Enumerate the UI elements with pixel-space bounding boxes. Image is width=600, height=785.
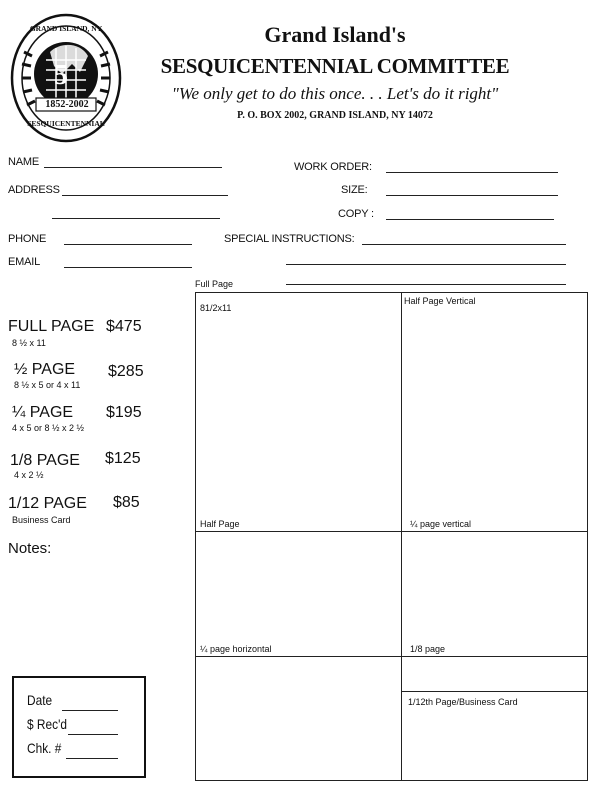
email-label: EMAIL <box>8 256 41 268</box>
eighth-page-label: 1/8 page <box>410 644 446 654</box>
layout-grid-heading: Full Page <box>195 279 234 289</box>
grid-vertical-divider <box>401 293 402 780</box>
special-instructions-field[interactable] <box>362 244 566 245</box>
half-page-vertical-label: Half Page Vertical <box>404 296 476 306</box>
name-label: NAME <box>8 156 39 168</box>
work-order-label: WORK ORDER: <box>294 161 372 173</box>
recd-label: $ Rec'd <box>27 716 67 732</box>
special-instructions-field-line-3[interactable] <box>286 284 566 285</box>
price-name-full-page: FULL PAGE <box>8 318 95 335</box>
recd-field[interactable] <box>68 734 118 735</box>
grid-divider-twelfth <box>401 691 587 692</box>
price-twelfth-page: $85 <box>113 494 140 511</box>
email-field[interactable] <box>64 267 192 268</box>
price-name-twelfth-page: 1/12 PAGE <box>8 495 87 512</box>
svg-text:5: 5 <box>54 60 68 91</box>
half-page-label: Half Page <box>200 519 240 529</box>
dims-half-page: 8 ½ x 5 or 4 x 11 <box>14 380 81 390</box>
committee-seal-logo <box>10 12 122 144</box>
tagline: "We only get to do this once. . . Let's do it right" <box>171 84 499 103</box>
mailing-address: P. O. BOX 2002, GRAND ISLAND, NY 14072 <box>237 110 433 121</box>
size-label: SIZE: <box>341 184 368 196</box>
work-order-field[interactable] <box>386 172 558 173</box>
seal-years: 1852-2002 <box>45 99 89 110</box>
seal-text-top: GRAND ISLAND, NY <box>29 24 103 33</box>
seal-text-bottom: SESQUICENTENNIAL <box>27 119 105 128</box>
grid-divider-half <box>196 531 587 532</box>
size-field[interactable] <box>386 195 558 196</box>
address-field[interactable] <box>62 195 228 196</box>
date-field[interactable] <box>62 710 118 711</box>
payment-received-box <box>12 676 146 778</box>
dims-twelfth-page: Business Card <box>12 515 71 525</box>
dims-eighth-page: 4 x 2 ½ <box>14 470 44 480</box>
quarter-page-vertical-label: ¼ page vertical <box>410 519 472 529</box>
title-line-1: Grand Island's <box>264 22 406 47</box>
phone-label: PHONE <box>8 233 47 245</box>
dims-full-page: 8 ½ x 11 <box>12 338 46 348</box>
notes-label: Notes: <box>8 540 52 557</box>
special-instructions-label: SPECIAL INSTRUCTIONS: <box>224 233 355 245</box>
price-eighth-page: $125 <box>105 450 141 467</box>
full-page-dims: 81/2x11 <box>200 303 232 313</box>
price-half-page: $285 <box>108 363 144 380</box>
price-name-eighth-page: 1/8 PAGE <box>10 452 80 469</box>
special-instructions-field-line-2[interactable] <box>286 264 566 265</box>
name-field[interactable] <box>44 167 222 168</box>
ad-layout-grid <box>195 292 588 781</box>
quarter-page-horizontal-label: ¼ page horizontal <box>200 644 272 654</box>
phone-field[interactable] <box>64 244 192 245</box>
price-full-page: $475 <box>106 318 142 335</box>
title-line-2: SESQUICENTENNIAL COMMITTEE <box>160 54 510 78</box>
address-label: ADDRESS <box>8 184 60 196</box>
date-label: Date <box>27 692 53 708</box>
price-quarter-page: $195 <box>106 404 142 421</box>
grid-divider-quarter <box>196 656 587 657</box>
address-field-line-2[interactable] <box>52 218 220 219</box>
price-name-half-page: ½ PAGE <box>14 361 76 378</box>
price-name-quarter-page: ¼ PAGE <box>12 404 74 421</box>
check-number-label: Chk. # <box>27 740 62 756</box>
check-number-field[interactable] <box>66 758 118 759</box>
copy-label: COPY : <box>338 208 374 220</box>
copy-field[interactable] <box>386 219 554 220</box>
twelfth-page-label: 1/12th Page/Business Card <box>408 697 518 707</box>
dims-quarter-page: 4 x 5 or 8 ½ x 2 ½ <box>12 423 85 433</box>
